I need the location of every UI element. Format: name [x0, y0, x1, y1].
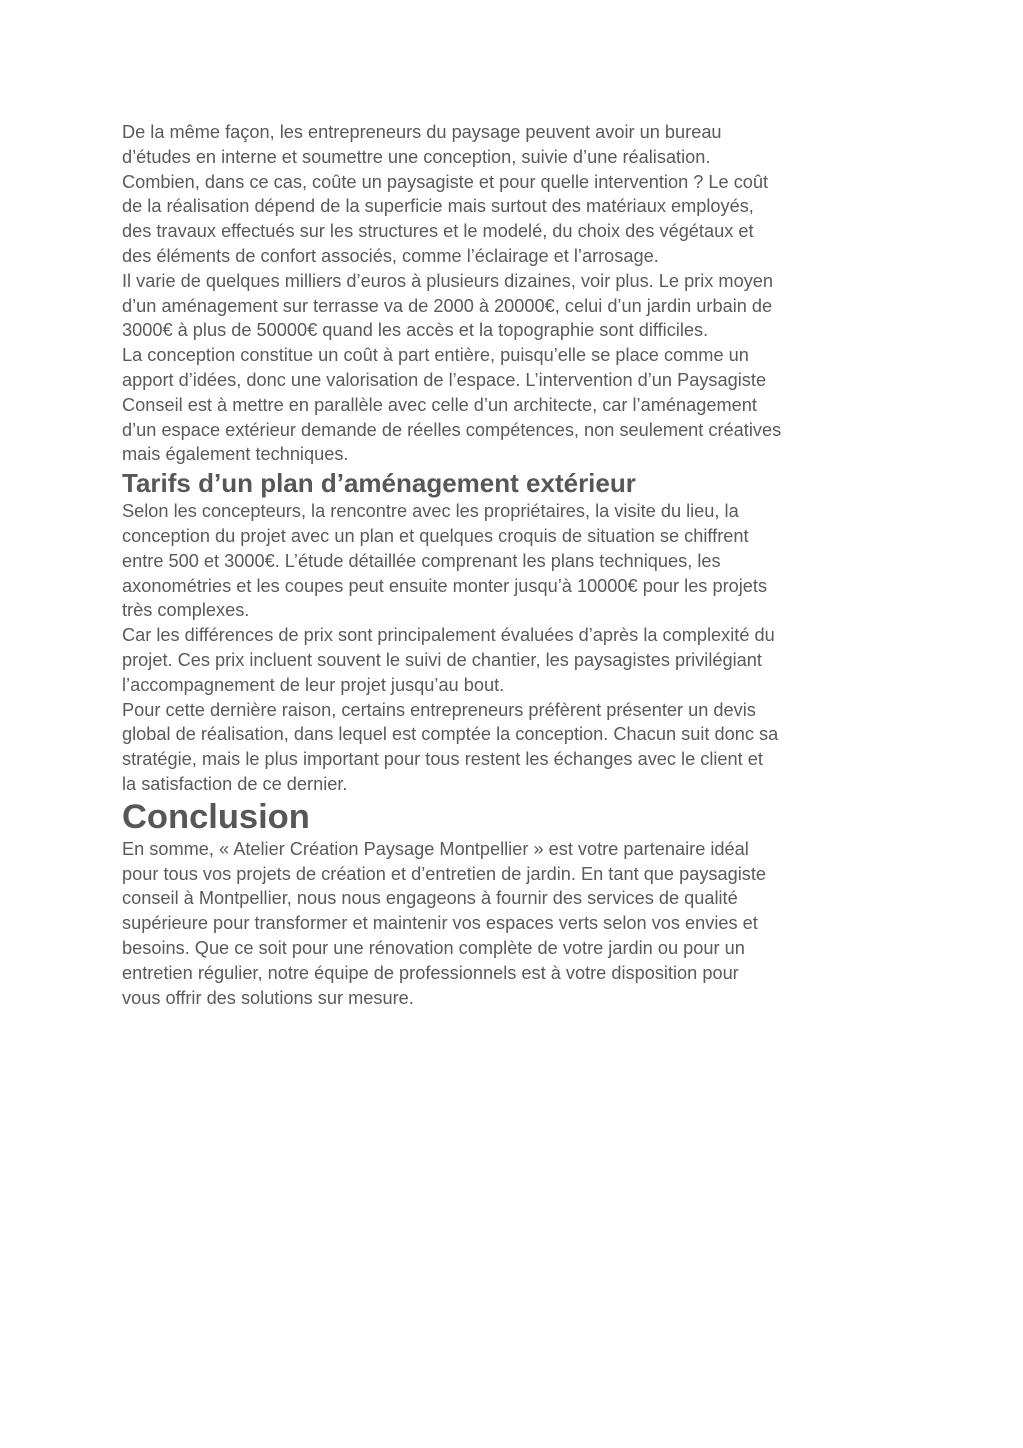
paragraph-bureau-etudes [122, 120, 912, 269]
text-line: entretien régulier, notre équipe de professionnels est à votre disposition pour [122, 962, 739, 983]
paragraph-devis-global [122, 698, 912, 797]
text-line: d’un espace extérieur demande de réelles compétences, non seulement créatives [122, 419, 782, 440]
text-line: conseil à Montpellier, nous nous engageons à fournir des services de qualité [122, 888, 738, 909]
text-line: de la réalisation dépend de la superficie mais surtout des matériaux employés, [122, 196, 754, 217]
paragraph-differences-prix [122, 623, 912, 697]
text-line: d’un aménagement sur terrasse va de 2000 à 20000€, celui d’un jardin urbain de [122, 295, 773, 316]
text-line: De la même façon, les entrepreneurs du paysage peuvent avoir un bureau [122, 122, 722, 142]
text-line: des travaux effectués sur les structures et le modelé, du choix des végétaux et [122, 221, 754, 242]
text-line: vous offrir des solutions sur mesure. [122, 987, 414, 1008]
text-line: pour tous vos projets de création et d’entretien de jardin. En tant que paysagiste [122, 863, 767, 884]
heading-conclusion: Conclusion [122, 797, 310, 836]
paragraph-prix-moyen [122, 269, 912, 343]
paragraph-concepteurs [122, 499, 912, 623]
text-line: très complexes. [122, 600, 250, 621]
paragraph-conclusion [122, 837, 912, 1011]
text-line: Pour cette dernière raison, certains entrepreneurs préfèrent présenter un devis [122, 699, 756, 720]
text-line: En somme, « Atelier Création Paysage Montpellier » est votre partenaire idéal [122, 838, 749, 859]
paragraph-conception-cout [122, 343, 912, 467]
text-line: Combien, dans ce cas, coûte un paysagiste et pour quelle intervention ? Le coût [122, 171, 769, 192]
text-line: axonométries et les coupes peut ensuite monter jusqu’à 10000€ pour les projets [122, 575, 768, 596]
text-line: des éléments de confort associés, comme l’éclairage et l’arrosage. [122, 245, 659, 266]
text-line: La conception constitue un coût à part entière, puisqu’elle se place comme un [122, 345, 749, 366]
document-page [122, 120, 912, 1010]
text-line: entre 500 et 3000€. L’étude détaillée comprenant les plans techniques, les [122, 550, 721, 571]
text-line: 3000€ à plus de 50000€ quand les accès et la topographie sont difficiles. [122, 320, 709, 341]
text-line: projet. Ces prix incluent souvent le suivi de chantier, les paysagistes privilégiant [122, 649, 762, 670]
text-line: la satisfaction de ce dernier. [122, 773, 348, 794]
text-line: supérieure pour transformer et maintenir vos espaces verts selon vos envies et [122, 913, 758, 934]
text-line: Il varie de quelques milliers d’euros à plusieurs dizaines, voir plus. Le prix moyen [122, 270, 774, 291]
text-line: conception du projet avec un plan et quelques croquis de situation se chiffrent [122, 525, 749, 546]
text-line: Car les différences de prix sont principalement évaluées d’après la complexité du [122, 625, 775, 646]
text-line: besoins. Que ce soit pour une rénovation complète de votre jardin ou pour un [122, 937, 745, 958]
text-line: global de réalisation, dans lequel est comptée la conception. Chacun suit donc sa [122, 724, 779, 745]
text-line: d’études en interne et soumettre une conception, suivie d’une réalisation. [122, 146, 711, 167]
text-line: Selon les concepteurs, la rencontre avec les propriétaires, la visite du lieu, la [122, 501, 739, 522]
text-line: mais également techniques. [122, 444, 349, 465]
text-line: stratégie, mais le plus important pour tous restent les échanges avec le client et [122, 749, 763, 770]
text-line: l’accompagnement de leur projet jusqu’au bout. [122, 674, 505, 695]
heading-tarifs: Tarifs d’un plan d’aménagement extérieur [122, 468, 636, 499]
text-line: apport d’idées, donc une valorisation de l’espace. L’intervention d’un Paysagiste [122, 369, 767, 390]
text-line: Conseil est à mettre en parallèle avec celle d’un architecte, car l’aménagement [122, 394, 757, 415]
